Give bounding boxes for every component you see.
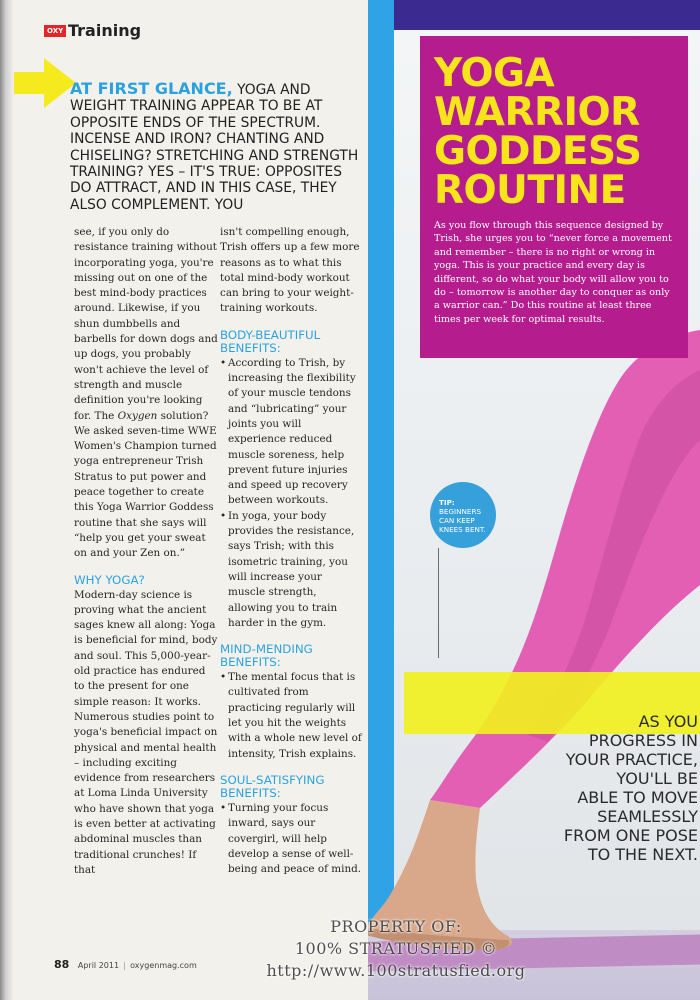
pull-quote-line: SEAMLESSLY (597, 807, 698, 826)
pull-quote-line: YOU'LL BE (616, 769, 698, 788)
section-title: Training (68, 21, 142, 40)
tip-label: TIP: (439, 498, 455, 507)
pull-quote-line: YOUR PRACTICE, (565, 750, 698, 769)
footer-divider: | (123, 961, 126, 970)
subhead-why-yoga: WHY YOGA? (74, 572, 145, 587)
page-number: 88 (54, 958, 70, 971)
pull-quote (548, 712, 698, 864)
intro-paragraph (70, 81, 366, 213)
pull-quote-line: TO THE NEXT. (587, 845, 698, 864)
watermark (246, 916, 546, 982)
title-line: GODDESS (434, 129, 642, 174)
issue-date: April 2011 (77, 961, 120, 970)
page-gutter-shadow (0, 0, 14, 1000)
body-text: solution? We asked seven-time WWE Women's Champion turned yoga entrepreneur Trish Stratus to put power and peace together to create this Yoga Warrior Goddess routine that she says will “help you get your sweat on and your Zen on.” (74, 409, 217, 560)
soul-benefits-list (220, 801, 362, 877)
watermark-url[interactable]: http://www.100stratusfied.org (266, 961, 526, 980)
title-line: YOGA (434, 51, 555, 96)
magazine-name: Oxygen (117, 409, 158, 422)
yellow-arrow-icon (14, 58, 76, 108)
body-paragraph: isn't compelling enough, Trish offers up a few more reasons as to what this total mind-body workout can bring to your weight-training workouts. (220, 226, 360, 315)
tip-text: BEGINNERS CAN KEEP KNEES BENT. (439, 507, 486, 534)
tip-bubble (430, 482, 496, 548)
title-line: ROUTINE (434, 168, 626, 213)
intro-text: YOGA AND WEIGHT TRAINING APPEAR TO BE AT OPPOSITE ENDS OF THE SPECTRUM. INCENSE AND IRON? CHANTING AND CHISELING? STRETCHING AND STRENGTH TRAINING? YES – IT'S TRUE: OPPOSITES DO ATTRACT, AND IN THIS CASE, THEY ALSO COMPLEMENT. YOU (70, 82, 359, 213)
list-item: • Turning your focus inward, says our covergirl, will help develop a sense of well-being and peace of mind. (220, 801, 362, 877)
body-text: see, if you only do resistance training without incorporating yoga, you're missing out on one of the best mind-body practices around. Likewise, if you shun dumbbells and barbells for down dogs and up dogs, you probably won't achieve the level of strength and muscle definition you're looking for. The (74, 226, 218, 422)
article-column-1 (74, 225, 218, 878)
pull-quote-line: FROM ONE POSE (563, 826, 698, 845)
routine-description: As you flow through this sequence designed by Trish, she urges you to “never force a movement and remember – there is no right or wrong in yoga. This is your practice and every day is different, so do what your body will allow you to do – tomorrow is another day to conquer as only a warrior can.” Do this routine at least three times per week for optimal results. (434, 220, 672, 325)
body-paragraph: Modern-day science is proving what the ancient sages knew all along: Yoga is beneficial for mind, body and soul. This 5,000-year-old practice has endured to the present for one simple reason: It works. Numerous studies point to yoga's beneficial impact on physical and mental health – including exciting evidence from researchers at Loma Linda University who have shown that yoga is even better at activating abdominal muscles than traditional crunches! If that (74, 588, 218, 876)
body-benefits-list (220, 356, 362, 631)
oxy-badge: OXY (44, 25, 66, 37)
tip-pointer-line (438, 548, 439, 658)
title-line: WARRIOR (434, 90, 640, 135)
routine-title (434, 51, 674, 213)
list-item: • In yoga, your body provides the resistance, says Trish; with this isometric training, you will increase your muscle strength, allowing you to train harder in the gym. (220, 509, 362, 631)
pull-quote-line: ABLE TO MOVE (577, 788, 698, 807)
list-item: • The mental focus that is cultivated from practicing regularly will let you hit the weights with a whole new level of intensity, Trish explains. (220, 670, 362, 762)
watermark-line: 100% STRATUSFIED © (294, 939, 498, 958)
subhead-body-benefits: BODY-BEAUTIFUL BENEFITS: (220, 327, 321, 355)
watermark-line: PROPERTY OF: (330, 917, 462, 936)
pull-quote-line: PROGRESS IN (588, 731, 698, 750)
body-paragraph (74, 225, 218, 562)
article-column-2 (220, 225, 362, 877)
page-footer (54, 958, 197, 971)
website-link[interactable]: oxygenmag.com (130, 961, 197, 970)
routine-title-block (420, 36, 688, 358)
subhead-mind-benefits: MIND-MENDING BENEFITS: (220, 642, 313, 670)
pull-quote-line: AS YOU (638, 712, 698, 731)
subhead-soul-benefits: SOUL-SATISFYING BENEFITS: (220, 772, 325, 800)
mind-benefits-list (220, 670, 362, 762)
list-item: • According to Trish, by increasing the flexibility of your muscle tendons and “lubricating” your joints you will experience reduced muscle soreness, help prevent future injuries and speed up recovery between workouts. (220, 356, 362, 509)
intro-lead: AT FIRST GLANCE, (70, 79, 233, 98)
